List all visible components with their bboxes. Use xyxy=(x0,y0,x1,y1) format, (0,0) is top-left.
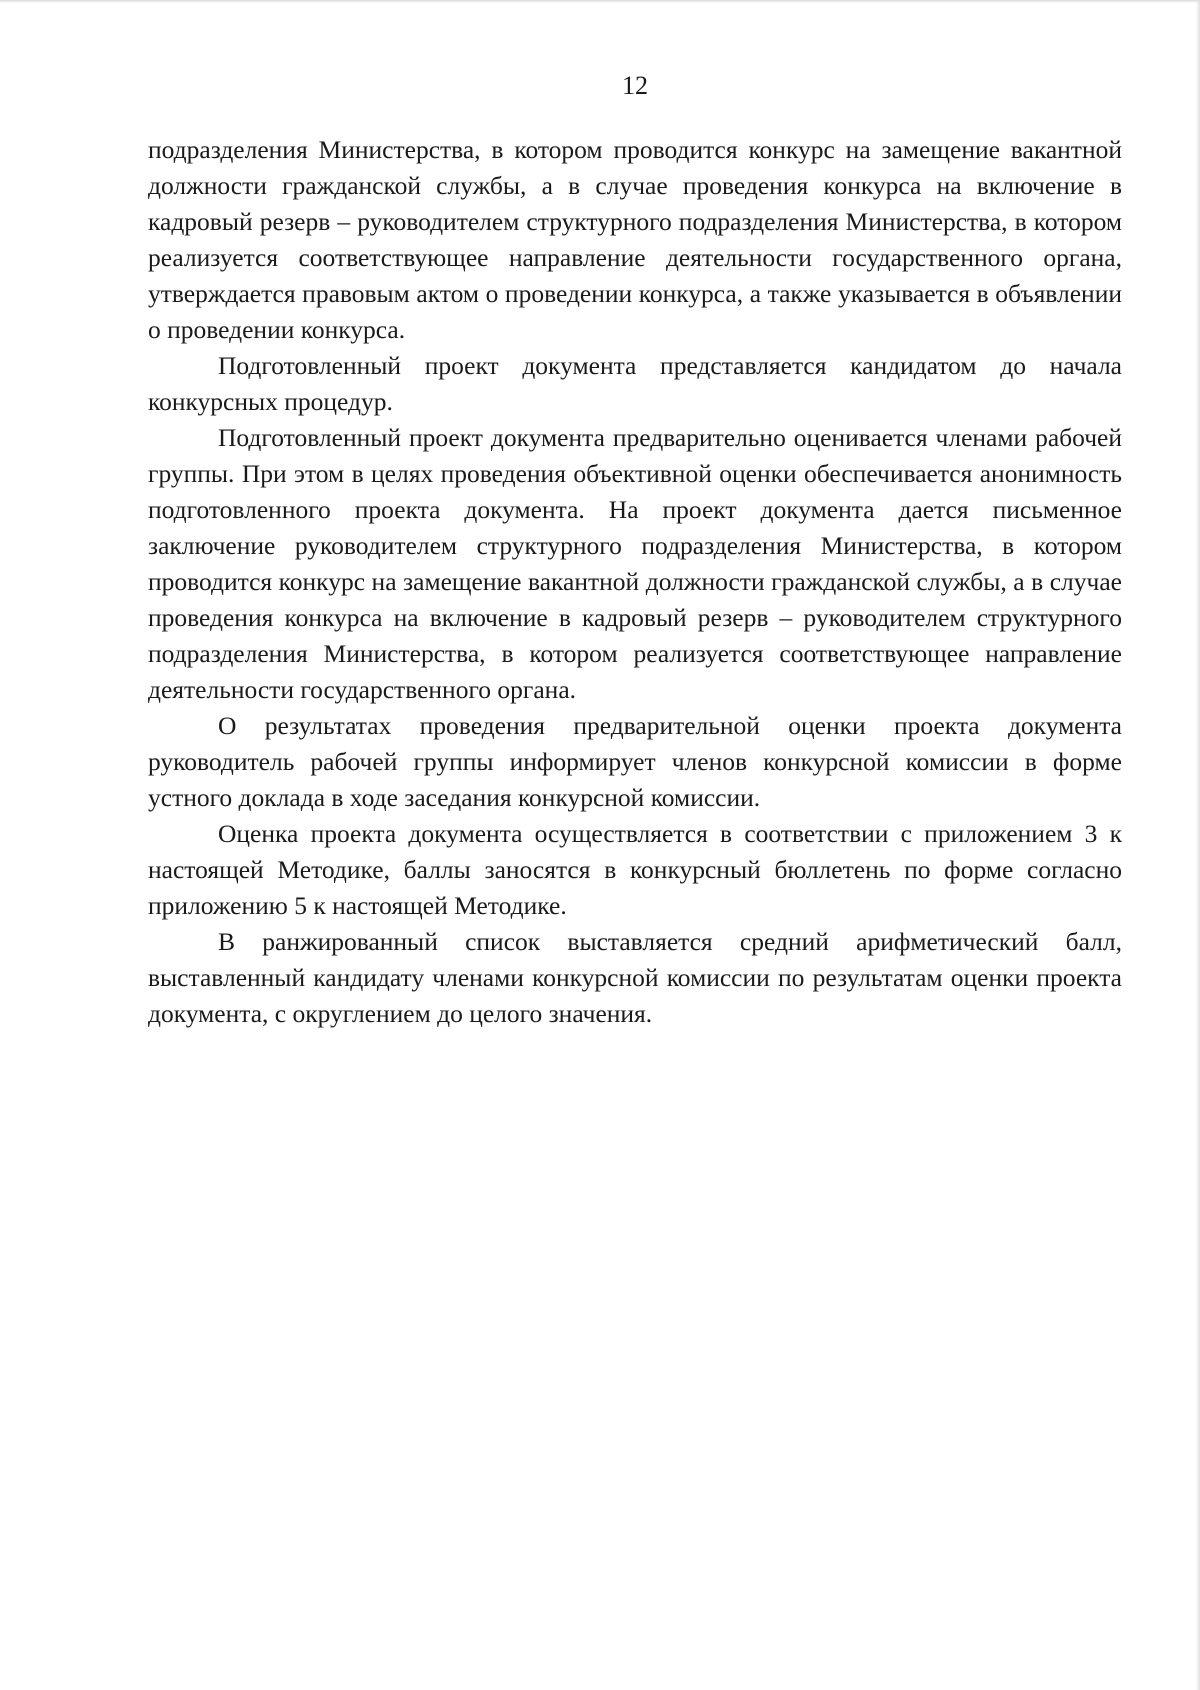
paragraph: В ранжированный список выставляется средний арифметический балл, выставленный кандидату членами конкурсной комиссии по результатам оценки проекта документа, с округлением до целого значения. xyxy=(148,927,1122,1028)
paragraph-continuation: подразделения Министерства, в котором проводится конкурс на замещение вакантной должности гражданской службы, а в случае проведения конкурса на включение в кадровый резерв – руководителем структурного подразделения Министерства, в котором реализуется соответствующее направление деятельности государственного органа, утверждается правовым актом о проведении конкурса, а также указывается в объявлении о проведении конкурса. xyxy=(148,135,1122,344)
scan-edge-right xyxy=(1196,0,1200,1690)
paragraph: Оценка проекта документа осуществляется в соответствии с приложением 3 к настоящей Методике, баллы заносятся в конкурсный бюллетень по форме согласно приложению 5 к настоящей Методике. xyxy=(148,819,1122,920)
scan-edge-top xyxy=(0,0,1200,3)
paragraph: Подготовленный проект документа предварительно оценивается членами рабочей группы. При этом в целях проведения объективной оценки обеспечивается анонимность подготовленного проекта документа. На проект документа дается письменное заключение руководителем структурного подразделения Министерства, в котором проводится конкурс на замещение вакантной должности гражданской службы, а в случае проведения конкурса на включение в кадровый резерв – руководителем структурного подразделения Министерства, в котором реализуется соответствующее направление деятельности государственного органа. xyxy=(148,423,1122,704)
paragraph: О результатах проведения предварительной оценки проекта документа руководитель рабочей группы информирует членов конкурсной комиссии в форме устного доклада в ходе заседания конкурсной комиссии. xyxy=(148,711,1122,812)
page-number: 12 xyxy=(622,71,648,100)
paragraph: Подготовленный проект документа представляется кандидатом до начала конкурсных процедур. xyxy=(148,351,1122,416)
document-body xyxy=(148,132,1122,1032)
